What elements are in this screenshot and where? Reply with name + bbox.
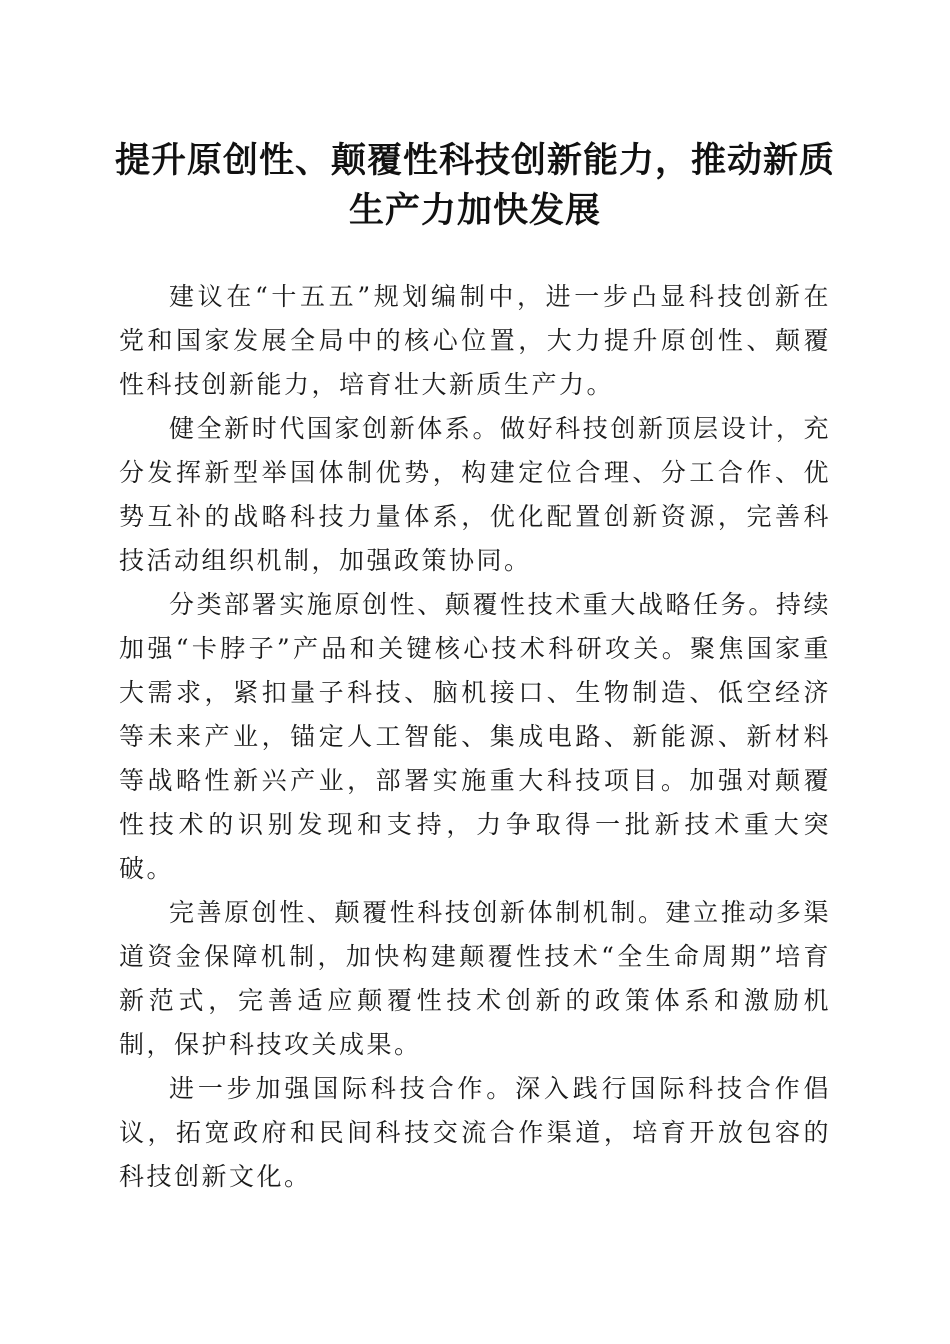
title-line-2: 生产力加快发展 <box>348 190 601 231</box>
paragraph-innovation-system: 健全新时代国家创新体系。做好科技创新顶层设计，充分发挥新型举国体制优势，构建定位合理、分工合作、优势互补的战略科技力量体系，优化配置创新资源，完善科技活动组织机制，加强政策协同。 <box>119 414 831 575</box>
document-title <box>110 136 840 236</box>
title-line-1: 提升原创性、颠覆性科技创新能力，推动新质 <box>114 140 835 181</box>
document-body <box>119 275 831 1199</box>
paragraph-intro: 建议在“十五五”规划编制中，进一步凸显科技创新在党和国家发展全局中的核心位置，大力提升原创性、颠覆性科技创新能力，培育壮大新质生产力。 <box>119 282 831 399</box>
paragraph-mechanisms: 完善原创性、颠覆性科技创新体制机制。建立推动多渠道资金保障机制，加快构建颠覆性技术“全生命周期”培育新范式，完善适应颠覆性技术创新的政策体系和激励机制，保护科技攻关成果。 <box>119 898 831 1059</box>
paragraph-international-cooperation: 进一步加强国际科技合作。深入践行国际科技合作倡议，拓宽政府和民间科技交流合作渠道，培育开放包容的科技创新文化。 <box>119 1074 831 1191</box>
paragraph-strategic-tasks: 分类部署实施原创性、颠覆性技术重大战略任务。持续加强“卡脖子”产品和关键核心技术科研攻关。聚焦国家重大需求，紧扣量子科技、脑机接口、生物制造、低空经济等未来产业，锚定人工智能、集成电路、新能源、新材料等战略性新兴产业，部署实施重大科技项目。加强对颠覆性技术的识别发现和支持，力争取得一批新技术重大突破。 <box>119 590 831 883</box>
